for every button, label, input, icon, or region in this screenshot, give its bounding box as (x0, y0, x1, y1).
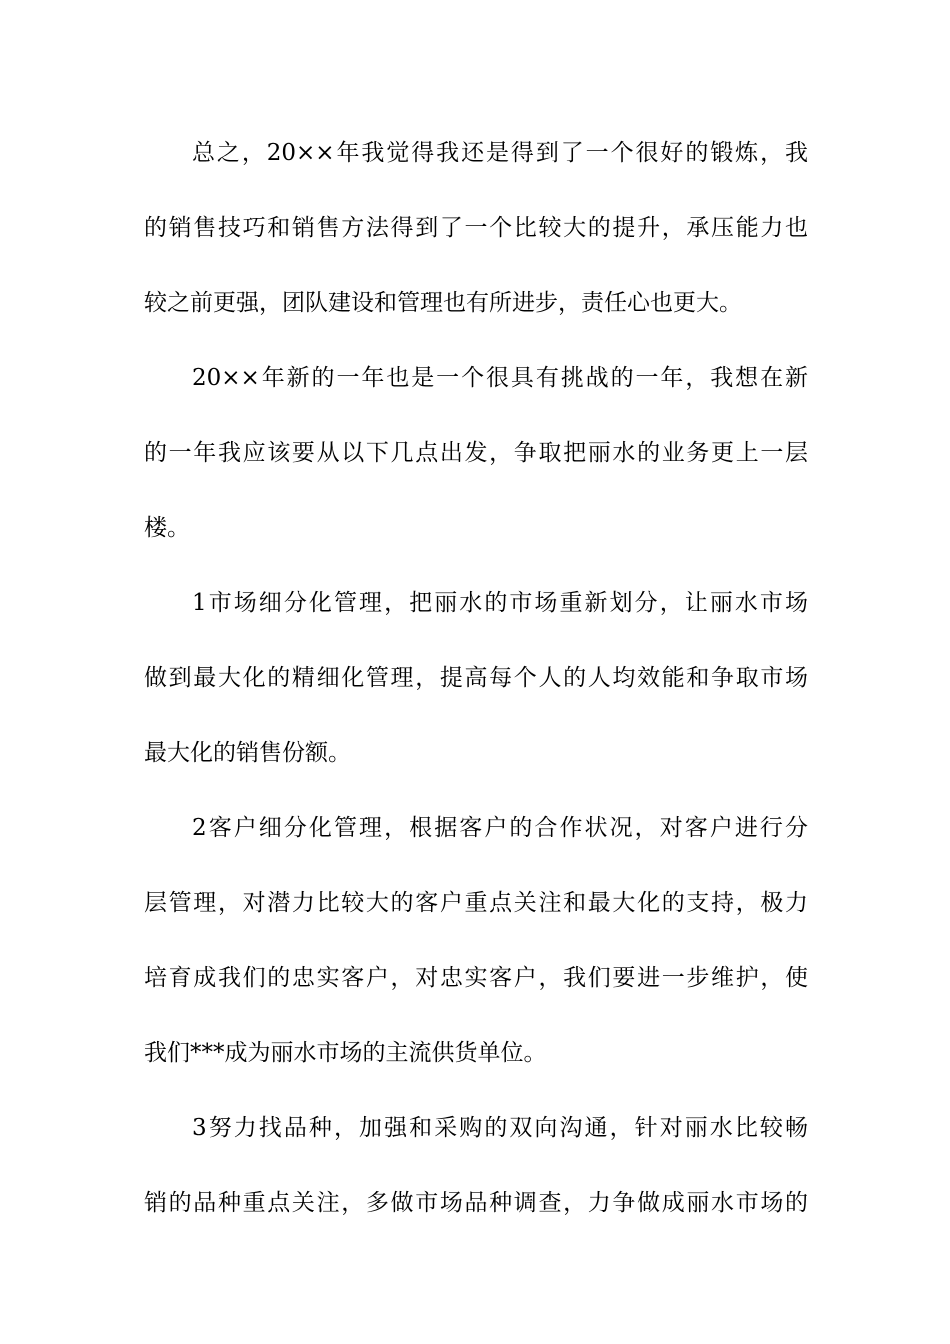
paragraph-new-year (144, 341, 808, 566)
paragraph-line: 做到最大化的精细化管理，提高每个人的人均效能和争取市场 (144, 665, 808, 691)
paragraph-item-3 (144, 1091, 808, 1241)
document-body (144, 116, 808, 1241)
paragraph-line: 层管理，对潜力比较大的客户重点关注和最大化的支持，极力 (144, 890, 808, 916)
paragraph-line: 楼。 (144, 515, 190, 541)
paragraph-line: 的销售技巧和销售方法得到了一个比较大的提升，承压能力也 (144, 215, 808, 241)
paragraph-summary (144, 116, 808, 341)
paragraph-line: 销的品种重点关注，多做市场品种调查，力争做成丽水市场的 (144, 1190, 808, 1216)
paragraph-item-2 (144, 791, 808, 1091)
paragraph-item-1 (144, 566, 808, 791)
paragraph-line: 培育成我们的忠实客户，对忠实客户，我们要进一步维护，使 (144, 965, 808, 991)
paragraph-line: 3努力找品种，加强和采购的双向沟通，针对丽水比较畅 (192, 1115, 808, 1141)
paragraph-line: 总之，20××年我觉得我还是得到了一个很好的锻炼，我 (192, 140, 808, 166)
paragraph-line: 我们***成为丽水市场的主流供货单位。 (144, 1040, 547, 1066)
paragraph-line: 2客户细分化管理，根据客户的合作状况，对客户进行分 (192, 815, 808, 841)
paragraph-line: 的一年我应该要从以下几点出发，争取把丽水的业务更上一层 (144, 440, 808, 466)
paragraph-line: 1市场细分化管理，把丽水的市场重新划分，让丽水市场 (192, 590, 808, 616)
paragraph-line: 最大化的销售份额。 (144, 740, 351, 766)
paragraph-line: 较之前更强，团队建设和管理也有所进步，责任心也更大。 (144, 290, 742, 316)
paragraph-line: 20××年新的一年也是一个很具有挑战的一年，我想在新 (192, 365, 808, 391)
